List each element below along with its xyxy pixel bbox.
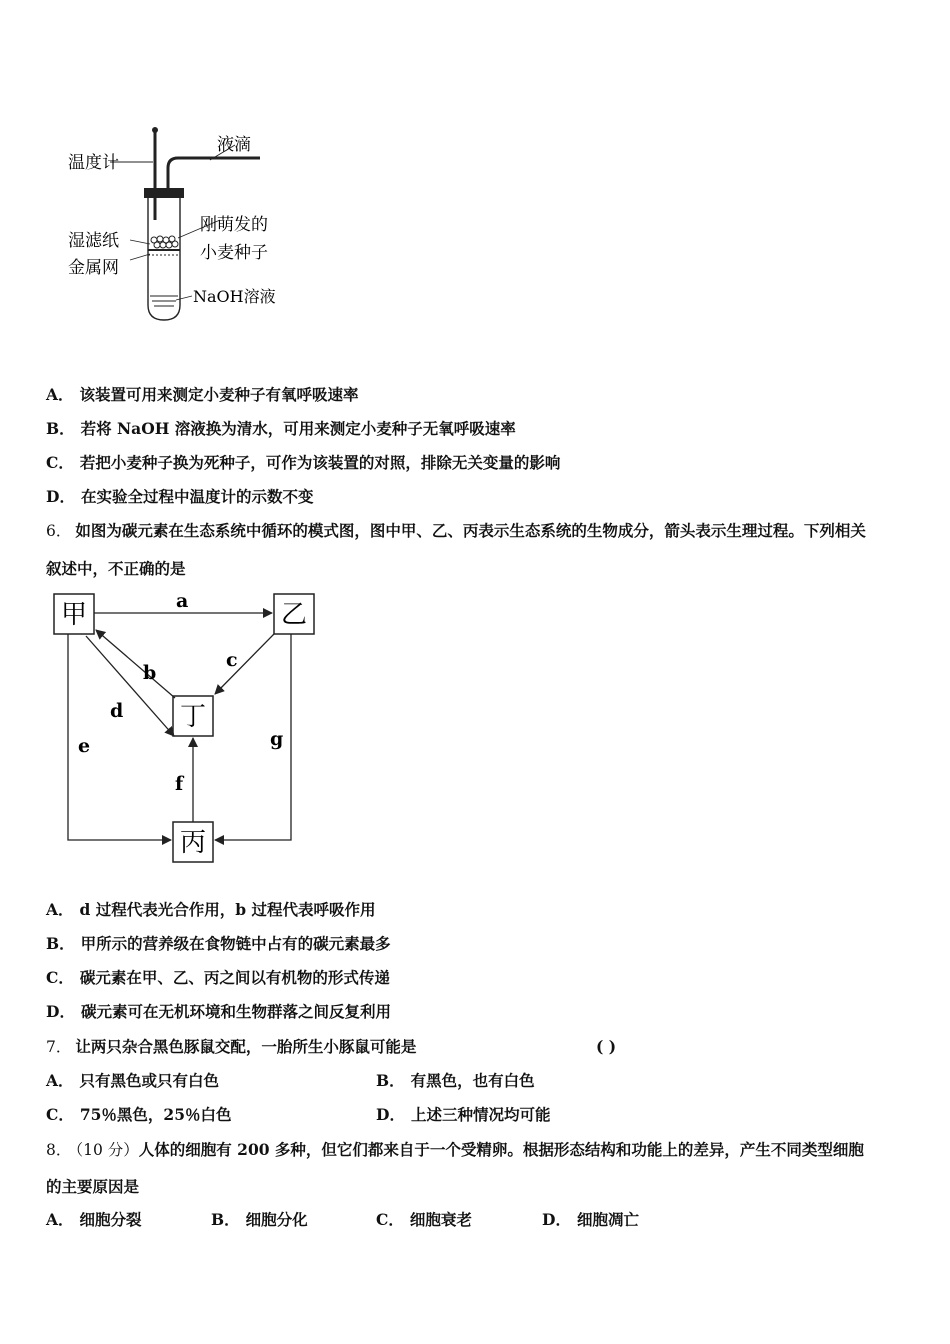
node-ding-label: 丁 bbox=[179, 702, 207, 732]
edge-label-d: d bbox=[110, 700, 124, 722]
q7-option-a[interactable]: A． 只有黑色或只有白色 bbox=[46, 1071, 220, 1090]
node-bing-label: 丙 bbox=[179, 828, 207, 858]
node-yi-label: 乙 bbox=[280, 600, 308, 630]
edge-b bbox=[96, 630, 175, 698]
edge-c bbox=[215, 634, 274, 694]
q6-stem-line1: 6． 如图为碳元素在生态系统中循环的模式图，图中甲、乙、丙表示生态系统的生物成分，箭头表示生理过程。下列相关 bbox=[46, 521, 866, 540]
carbon-cycle-diagram bbox=[48, 588, 328, 868]
edge-label-f: f bbox=[175, 773, 184, 795]
q8-stem-line1: 8． （10 分）人体的细胞有 200 多种，但它们都来自于一个受精卵。根据形态结构和功能上的差异，产生不同类型细胞 bbox=[46, 1140, 864, 1159]
q6-stem-line2: 叙述中，不正确的是 bbox=[46, 559, 186, 578]
label-thermometer: 温度计 bbox=[68, 153, 119, 173]
edge-label-g: g bbox=[270, 728, 284, 750]
q5-option-b[interactable]: B． 若将 NaOH 溶液换为清水，可用来测定小麦种子无氧呼吸速率 bbox=[46, 419, 516, 438]
q7-option-b[interactable]: B． 有黑色，也有白色 bbox=[376, 1071, 535, 1090]
stopper bbox=[144, 188, 184, 198]
q7-answer-blank: ( ) bbox=[596, 1037, 617, 1056]
node-jia-label: 甲 bbox=[60, 600, 88, 630]
label-naoh: NaOH溶液 bbox=[193, 287, 276, 306]
q8-option-c[interactable]: C． 细胞衰老 bbox=[376, 1210, 472, 1229]
label-seeds-2: 小麦种子 bbox=[200, 243, 268, 263]
q8-option-a[interactable]: A． 细胞分裂 bbox=[46, 1210, 142, 1229]
test-tube bbox=[148, 198, 180, 320]
edge-label-a: a bbox=[176, 590, 189, 612]
q5-option-c[interactable]: C． 若把小麦种子换为死种子，可作为该装置的对照，排除无关变量的影响 bbox=[46, 453, 561, 472]
q6-option-b[interactable]: B． 甲所示的营养级在食物链中占有的碳元素最多 bbox=[46, 934, 391, 953]
q7-option-d[interactable]: D． 上述三种情况均可能 bbox=[376, 1105, 551, 1124]
q8-stem-line2: 的主要原因是 bbox=[46, 1177, 140, 1196]
q7-stem: 7． 让两只杂合黑色豚鼠交配，一胎所生小豚鼠可能是 bbox=[46, 1037, 417, 1056]
q8-option-d[interactable]: D． 细胞凋亡 bbox=[542, 1210, 639, 1229]
q6-option-d[interactable]: D． 碳元素可在无机环境和生物群落之间反复利用 bbox=[46, 1002, 391, 1021]
respiration-apparatus-figure bbox=[60, 120, 320, 330]
q6-option-a[interactable]: A． d 过程代表光合作用，b 过程代表呼吸作用 bbox=[46, 900, 376, 919]
q5-option-d[interactable]: D． 在实验全过程中温度计的示数不变 bbox=[46, 487, 314, 506]
q7-option-c[interactable]: C． 75％黑色，25％白色 bbox=[46, 1105, 232, 1124]
edge-label-b: b bbox=[143, 662, 157, 684]
seeds bbox=[151, 236, 178, 248]
label-wet-filter: 湿滤纸 bbox=[68, 231, 119, 251]
label-seeds-1: 刚萌发的 bbox=[200, 215, 268, 235]
q5-option-a[interactable]: A． 该装置可用来测定小麦种子有氧呼吸速率 bbox=[46, 385, 359, 404]
edge-label-c: c bbox=[226, 649, 238, 671]
q8-option-b[interactable]: B． 细胞分化 bbox=[211, 1210, 308, 1229]
label-metal-mesh: 金属网 bbox=[68, 258, 119, 278]
q6-option-c[interactable]: C． 碳元素在甲、乙、丙之间以有机物的形式传递 bbox=[46, 968, 390, 987]
label-droplet: 液滴 bbox=[217, 135, 251, 155]
edge-label-e: e bbox=[78, 735, 91, 757]
